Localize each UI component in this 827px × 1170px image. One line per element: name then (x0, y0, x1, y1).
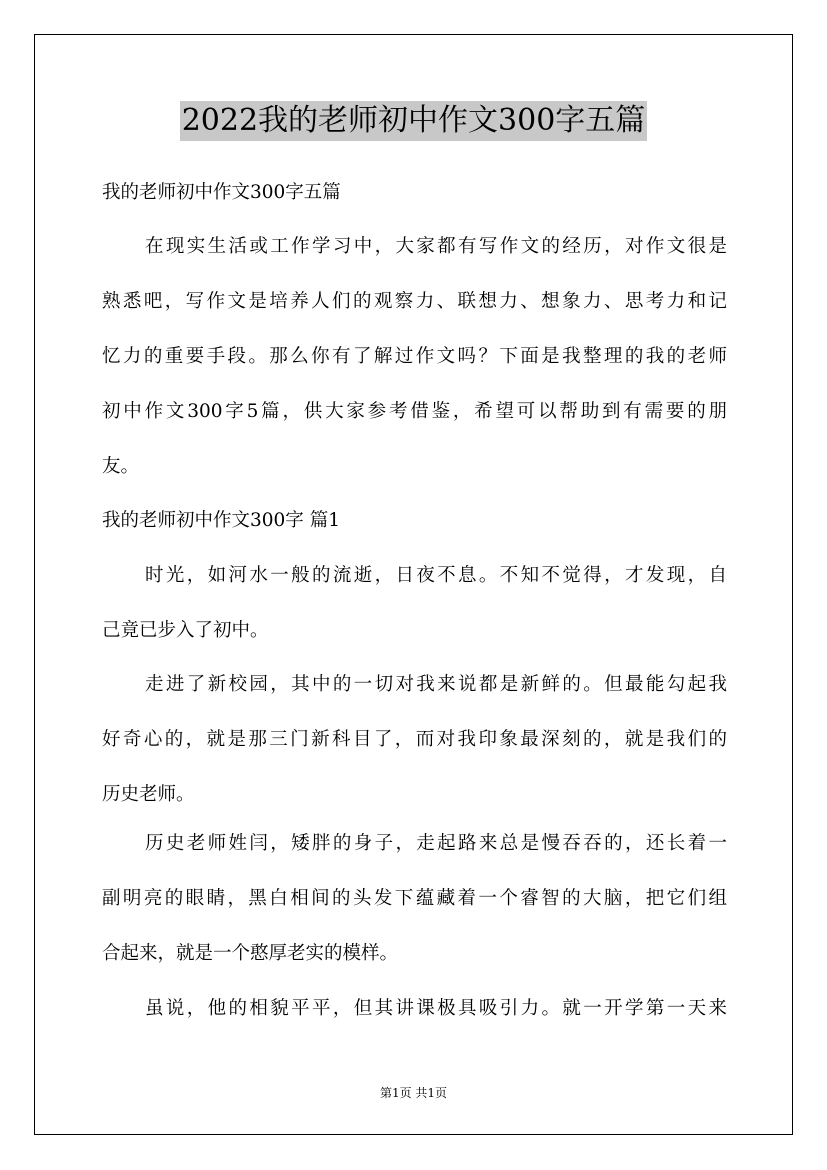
paragraph-line: 初中作文300字5篇，供大家参考借鉴，希望可以帮助到有需要的朋 (102, 401, 727, 422)
paragraph-line: 友。 (102, 456, 140, 477)
section-heading: 我的老师初中作文300字 篇1 (102, 510, 340, 531)
paragraph-line: 时光，如河水一般的流逝，日夜不息。不知不觉得，才发现，自 (145, 565, 727, 586)
title-container (0, 101, 827, 141)
paragraph-line: 在现实生活或工作学习中，大家都有写作文的经历，对作文很是 (145, 236, 727, 257)
paragraph-line: 合起来，就是一个憨厚老实的模样。 (102, 943, 399, 964)
paragraph-line: 忆力的重要手段。那么你有了解过作文吗？下面是我整理的我的老师 (102, 346, 727, 367)
paragraph-line: 虽说，他的相貌平平，但其讲课极具吸引力。就一开学第一天来 (145, 998, 727, 1019)
document-title: 2022我的老师初中作文300字五篇 (180, 101, 648, 141)
subtitle-line: 我的老师初中作文300字五篇 (102, 182, 341, 203)
paragraph-line: 历史老师。 (102, 784, 195, 805)
paragraph-line: 历史老师姓闫，矮胖的身子，走起路来总是慢吞吞的，还长着一 (145, 833, 727, 854)
paragraph-line: 走进了新校园，其中的一切对我来说都是新鲜的。但最能勾起我 (145, 674, 727, 695)
paragraph-line: 己竟已步入了初中。 (102, 620, 269, 641)
paragraph-line: 熟悉吧，写作文是培养人们的观察力、联想力、想象力、思考力和记 (102, 291, 727, 312)
page-footer: 第1页 共1页 (379, 1086, 448, 1100)
paragraph-line: 副明亮的眼睛，黑白相间的头发下蕴藏着一个睿智的大脑，把它们组 (102, 888, 727, 909)
paragraph-line: 好奇心的，就是那三门新科目了，而对我印象最深刻的，就是我们的 (102, 729, 727, 750)
